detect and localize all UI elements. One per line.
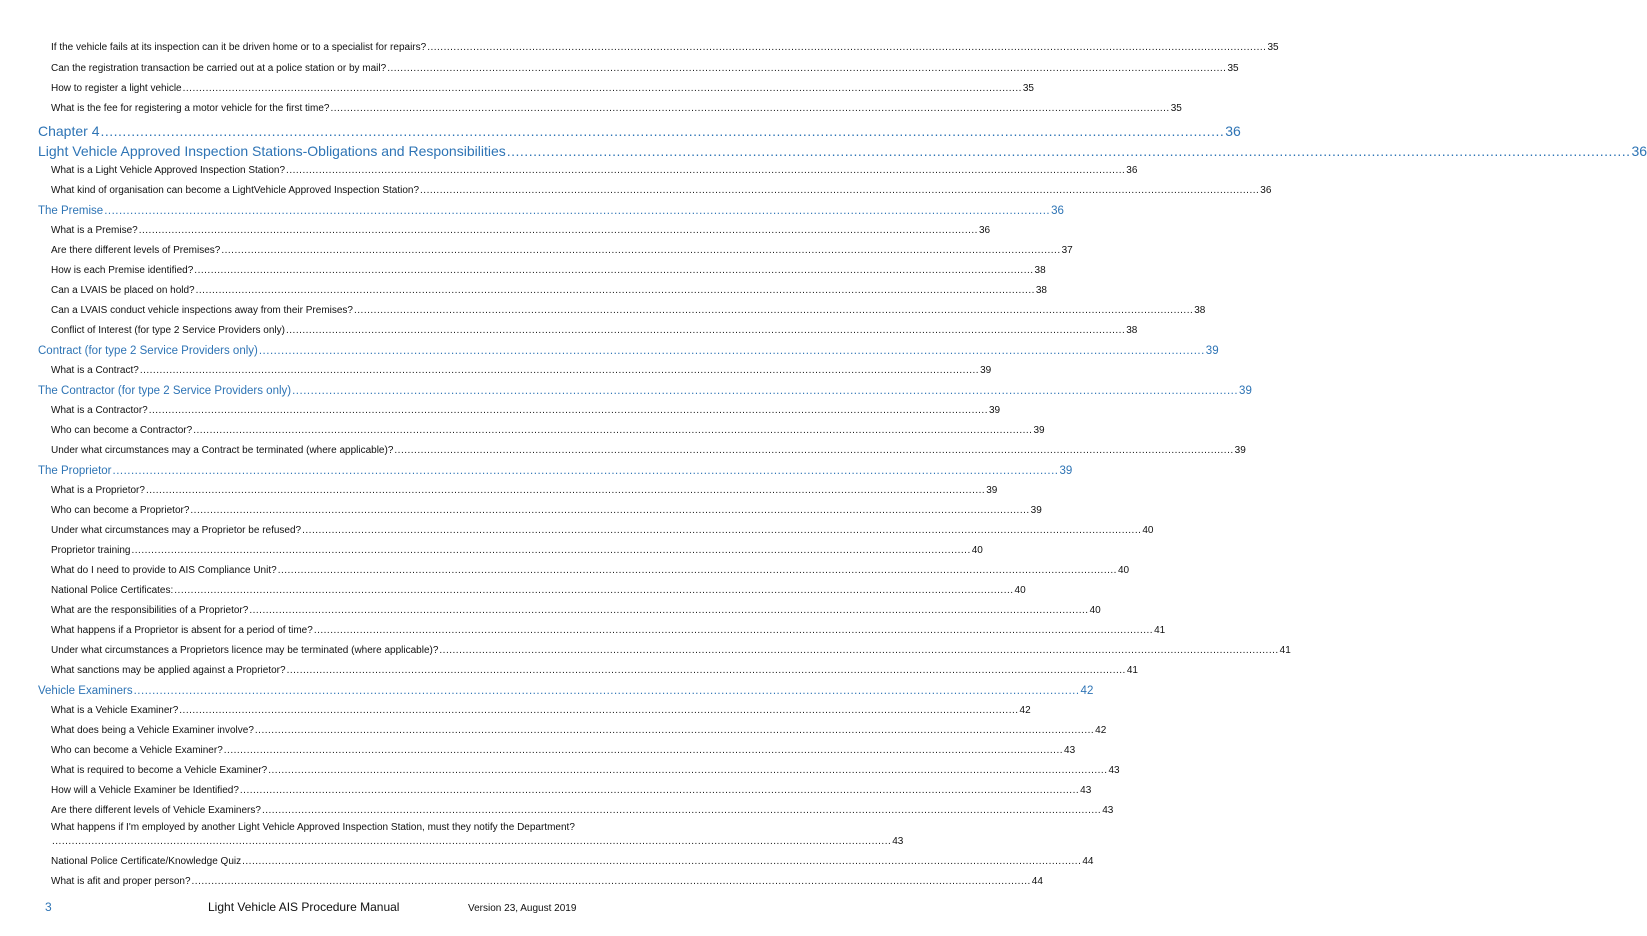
toc-page-number: 42 (1080, 685, 1094, 697)
toc-entry[interactable] (51, 785, 1092, 796)
toc-entry[interactable] (51, 405, 1001, 416)
toc-page-number: 43 (1108, 765, 1120, 776)
toc-page-number: 36 (1225, 123, 1241, 139)
toc-page-number: 43 (892, 836, 904, 847)
toc-section-entry[interactable] (38, 345, 1219, 357)
toc-entry-title: What sanctions may be applied against a Proprietor? (51, 665, 286, 676)
toc-entry[interactable] (51, 63, 1239, 74)
toc-dot-leader (394, 445, 1233, 456)
toc-entry[interactable] (51, 245, 1073, 256)
toc-dot-leader (196, 285, 1035, 296)
toc-entry-title: Chapter 4 (38, 123, 100, 139)
toc-entry-title: Are there different levels of Vehicle Examiners? (51, 805, 261, 816)
toc-dot-leader (224, 745, 1063, 756)
toc-page-number: 39 (1205, 345, 1219, 357)
toc-chapter-entry[interactable] (38, 143, 1647, 159)
toc-entry-title: What does being a Vehicle Examiner involve? (51, 725, 254, 736)
toc-page-number: 40 (1014, 585, 1026, 596)
toc-dot-leader (240, 785, 1079, 796)
toc-dot-leader (354, 305, 1193, 316)
toc-entry-title: National Police Certificates: (51, 585, 174, 596)
toc-page-number: 43 (1064, 745, 1076, 756)
toc-entry[interactable] (51, 265, 1046, 276)
toc-entry-title: What are the responsibilities of a Proprietor? (51, 605, 249, 616)
toc-entry-title: Can a LVAIS conduct vehicle inspections away from their Premises? (51, 305, 353, 316)
toc-dot-leader (131, 545, 970, 556)
toc-entry-title: How to register a light vehicle (51, 83, 182, 94)
toc-page-number: 35 (1022, 83, 1034, 94)
toc-page-number: 42 (1095, 725, 1107, 736)
toc-page-number: 38 (1035, 285, 1047, 296)
toc-entry-title: What is a Vehicle Examiner? (51, 705, 179, 716)
toc-entry[interactable] (51, 585, 1026, 596)
toc-page-number: 38 (1034, 265, 1046, 276)
toc-dot-leader (278, 565, 1117, 576)
toc-dot-leader (259, 345, 1205, 357)
toc-dot-leader (193, 425, 1032, 436)
toc-dot-leader (507, 143, 1631, 159)
toc-dot-leader (439, 645, 1278, 656)
toc-entry[interactable] (51, 605, 1101, 616)
toc-entry-title: Light Vehicle Approved Inspection Stations-Obligations and Responsibilities (38, 143, 506, 159)
toc-entry-title: What kind of organisation can become a LightVehicle Approved Inspection Station? (51, 185, 420, 196)
toc-page-number: 35 (1227, 63, 1239, 74)
toc-entry-title: The Premise (38, 205, 104, 217)
toc-entry-title: Proprietor training (51, 545, 131, 556)
toc-entry[interactable] (51, 505, 1042, 516)
toc-entry-title: The Contractor (for type 2 Service Providers only) (38, 385, 292, 397)
toc-entry[interactable] (51, 305, 1206, 316)
toc-entry-title: What is a Proprietor? (51, 485, 145, 496)
toc-dot-leader (192, 876, 1031, 887)
toc-page-number: 40 (1117, 565, 1130, 576)
toc-entry[interactable] (51, 545, 983, 556)
toc-entry[interactable] (51, 103, 1182, 114)
toc-dot-leader (179, 705, 1018, 716)
footer-page-number: 3 (45, 900, 52, 914)
toc-page-number: 39 (1059, 465, 1073, 477)
toc-page-number: 41 (1126, 665, 1138, 676)
toc-dot-leader (249, 605, 1088, 616)
toc-page-number: 36 (1126, 165, 1138, 176)
toc-page-number: 36 (1051, 205, 1064, 217)
toc-dot-leader (387, 63, 1226, 74)
toc-page-number: 41 (1279, 645, 1291, 656)
toc-page-number: 43 (1080, 785, 1092, 796)
toc-entry-title: Under what circumstances may a Proprietor be refused? (51, 525, 302, 536)
toc-page-number: 39 (1030, 505, 1042, 516)
toc-dot-leader (420, 185, 1259, 196)
toc-dot-leader (183, 83, 1022, 94)
toc-entry[interactable] (51, 425, 1045, 436)
toc-entry[interactable] (51, 745, 1076, 756)
toc-entry[interactable] (51, 225, 991, 236)
toc-page-number: 39 (1234, 445, 1246, 456)
toc-entry-title: What is afit and proper person? (51, 876, 191, 887)
toc-page-number: 36 (1260, 185, 1272, 196)
toc-entry-title: Who can become a Contractor? (51, 425, 193, 436)
toc-entry-title: Can the registration transaction be carried out at a police station or by mail? (51, 63, 387, 74)
toc-entry[interactable] (51, 725, 1107, 736)
toc-page-number: 44 (1082, 856, 1094, 867)
toc-entry-title: What is a Light Vehicle Approved Inspection Station? (51, 165, 286, 176)
toc-entry[interactable] (51, 185, 1272, 196)
toc-entry-title: Contract (for type 2 Service Providers only) (38, 345, 258, 357)
toc-dot-leader (268, 765, 1107, 776)
toc-entry-title: Who can become a Proprietor? (51, 505, 190, 516)
toc-entry[interactable] (51, 83, 1034, 94)
toc-page-number: 35 (1267, 42, 1279, 53)
page-footer (0, 900, 662, 920)
toc-entry-title: What is a Contract? (51, 365, 139, 376)
toc-page-number: 38 (1126, 325, 1138, 336)
toc-dot-leader (242, 856, 1081, 867)
toc-entry[interactable] (51, 856, 1094, 867)
toc-dot-leader (292, 385, 1238, 397)
toc-dot-leader (194, 265, 1033, 276)
toc-dot-leader (52, 836, 891, 847)
toc-section-entry[interactable] (38, 385, 1252, 397)
footer-version: Version 23, August 2019 (468, 903, 577, 914)
toc-dot-leader (140, 365, 979, 376)
toc-entry-wrapped[interactable]: What happens if I'm employed by another Light Vehicle Approved Inspection Station, must they notify the Department? (51, 822, 575, 833)
toc-entry[interactable] (51, 625, 1166, 636)
toc-dot-leader (146, 485, 985, 496)
toc-dot-leader (149, 405, 988, 416)
toc-entry[interactable] (51, 805, 1114, 816)
toc-entry[interactable] (51, 565, 1130, 576)
toc-entry[interactable] (51, 765, 1120, 776)
toc-dot-leader (287, 665, 1126, 676)
toc-page-number: 39 (980, 365, 992, 376)
toc-entry[interactable] (51, 445, 1246, 456)
toc-page-number: 42 (1019, 705, 1031, 716)
footer-title: Light Vehicle AIS Procedure Manual (208, 900, 400, 914)
toc-entry-title: Can a LVAIS be placed on hold? (51, 285, 195, 296)
toc-entry-title: If the vehicle fails at its inspection can it be driven home or to a specialist for repairs? (51, 42, 427, 53)
toc-entry-title: Under what circumstances may a Contract be terminated (where applicable)? (51, 445, 394, 456)
toc-dot-leader (302, 525, 1141, 536)
toc-entry[interactable] (51, 645, 1291, 656)
toc-page-number: 40 (971, 545, 983, 556)
toc-entry-wrapped-leader[interactable] (51, 836, 904, 847)
toc-entry[interactable] (51, 365, 992, 376)
toc-page-number: 41 (1154, 625, 1166, 636)
toc-page-number: 37 (1061, 245, 1073, 256)
toc-section-entry[interactable] (38, 205, 1064, 217)
toc-page-number: 40 (1142, 525, 1154, 536)
toc-section-entry[interactable] (38, 465, 1073, 477)
toc-page-number: 39 (1033, 425, 1045, 436)
toc-page-number: 36 (1631, 143, 1647, 159)
toc-dot-leader (104, 205, 1050, 217)
toc-entry[interactable] (51, 665, 1138, 676)
toc-page-number: 36 (978, 225, 991, 236)
toc-entry[interactable] (51, 525, 1154, 536)
toc-page-number: 43 (1102, 805, 1114, 816)
toc-page-number: 39 (1239, 385, 1252, 397)
toc-dot-leader (286, 325, 1125, 336)
toc-page-number: 38 (1194, 305, 1206, 316)
toc-dot-leader (255, 725, 1094, 736)
toc-dot-leader (427, 42, 1266, 53)
toc-dot-leader (174, 585, 1013, 596)
toc-entry[interactable] (51, 325, 1138, 336)
toc-entry[interactable] (51, 705, 1031, 716)
toc-entry-title: What is required to become a Vehicle Examiner? (51, 765, 268, 776)
toc-dot-leader (262, 805, 1101, 816)
toc-entry[interactable] (51, 165, 1138, 176)
toc-entry-title: What is the fee for registering a motor vehicle for the first time? (51, 103, 330, 114)
toc-page-number: 39 (988, 405, 1001, 416)
toc-dot-leader (134, 685, 1080, 697)
toc-entry-title: What do I need to provide to AIS Compliance Unit? (51, 565, 277, 576)
toc-dot-leader (139, 225, 978, 236)
toc-page-number: 39 (986, 485, 998, 496)
toc-entry-title: Who can become a Vehicle Examiner? (51, 745, 223, 756)
toc-entry[interactable] (51, 42, 1279, 53)
toc-entry-title: National Police Certificate/Knowledge Quiz (51, 856, 242, 867)
toc-entry-title: Conflict of Interest (for type 2 Service Providers only) (51, 325, 285, 336)
toc-dot-leader (330, 103, 1169, 114)
toc-chapter-entry[interactable] (38, 123, 1241, 139)
toc-entry-title: What is a Premise? (51, 225, 138, 236)
toc-page-number: 40 (1089, 605, 1101, 616)
toc-entry-title: Are there different levels of Premises? (51, 245, 221, 256)
toc-page-number: 44 (1031, 876, 1043, 887)
toc-entry[interactable] (51, 285, 1047, 296)
toc-section-entry[interactable] (38, 685, 1094, 697)
toc-entry-title: How is each Premise identified? (51, 265, 194, 276)
toc-entry-title: Under what circumstances a Proprietors licence may be terminated (where applicable)? (51, 645, 439, 656)
toc-dot-leader (286, 165, 1125, 176)
toc-entry-title: What happens if a Proprietor is absent for a period of time? (51, 625, 313, 636)
toc-dot-leader (113, 465, 1059, 477)
toc-dot-leader (314, 625, 1153, 636)
toc-entry-title: How will a Vehicle Examiner be Identified? (51, 785, 239, 796)
toc-page-number: 35 (1170, 103, 1182, 114)
toc-entry[interactable] (51, 485, 998, 496)
toc-dot-leader (221, 245, 1060, 256)
toc-entry-title: Vehicle Examiners (38, 685, 133, 697)
toc-dot-leader (100, 123, 1224, 139)
toc-dot-leader (190, 505, 1029, 516)
toc-entry-title: The Proprietor (38, 465, 112, 477)
toc-entry-title: What is a Contractor? (51, 405, 148, 416)
toc-entry[interactable] (51, 876, 1043, 887)
